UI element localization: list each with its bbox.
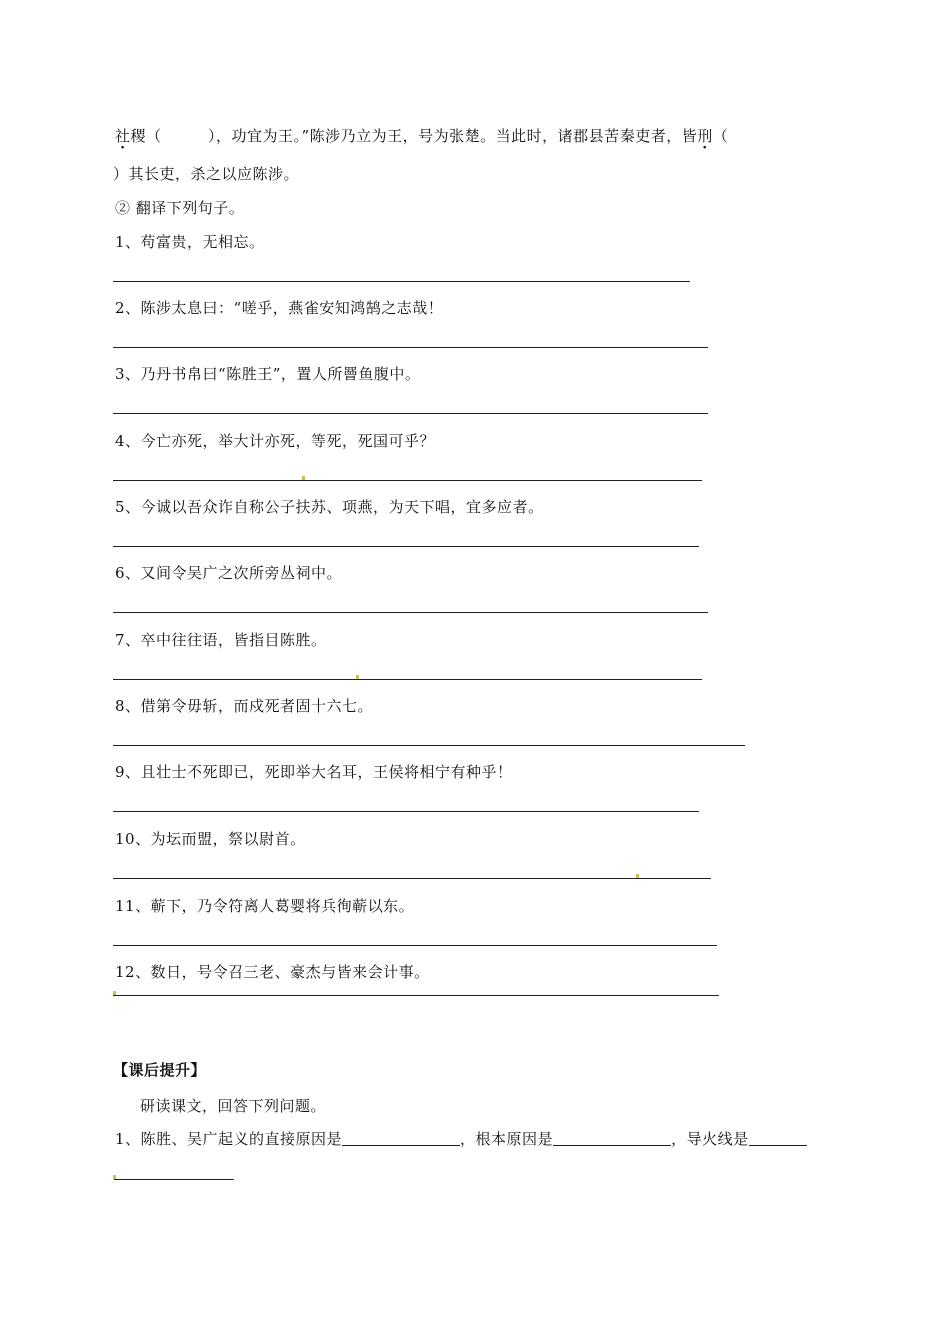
question-1-text-c: ，导火线是 [671,1130,749,1148]
scan-mark [636,874,639,878]
sentence-1: 1、苟富贵，无相忘。 [115,233,265,251]
intro-paren: （ [712,127,729,145]
intro-line-2: ）其长吏，杀之以应陈涉。 [113,165,300,183]
question-1-text-a: 1、陈胜、吴广起义的直接原因是 [115,1130,343,1148]
sentence-12: 12、数日，号令召三老、豪杰与皆来会计事。 [115,963,430,981]
answer-line-10[interactable] [113,878,711,879]
sentence-3: 3、乃丹书帛曰“陈胜王”，置人所罾鱼腹中。 [115,365,421,383]
intro-text: 稷（ ），功宜为王。”陈涉乃立为王，号为张楚。当此时，诸郡县苦秦吏者，皆 [130,127,698,145]
answer-blank-direct-cause[interactable] [342,1129,460,1146]
question-1 [115,1129,807,1149]
sentence-7: 7、卒中往往语，皆指目陈胜。 [115,631,327,649]
answer-line-3[interactable] [113,413,708,414]
scan-mark [302,476,305,480]
sentence-5: 5、今诚以吾众诈自称公子扶苏、项燕，为天下唱，宜多应者。 [115,498,544,516]
emphasis-char: 刑 [697,127,713,145]
sentence-6: 6、又间令吴广之次所旁丛祠中。 [115,564,343,582]
after-class-heading: 【课后提升】 [113,1061,207,1079]
answer-line-9[interactable] [113,811,699,812]
answer-line-5[interactable] [113,546,699,547]
sentence-9: 9、且壮士不死即已，死即举大名耳，王侯将相宁有种乎！ [115,763,513,781]
section-heading: ② 翻译下列句子。 [115,199,245,217]
sentence-8: 8、借第令毋斩，而戍死者固十六七。 [115,697,374,715]
sentence-2: 2、陈涉太息曰：“嗟乎，燕雀安知鸿鹄之志哉！ [115,299,444,317]
scan-mark [113,991,116,995]
sentence-11: 11、蕲下，乃令符离人葛婴将兵徇蕲以东。 [115,897,415,915]
answer-blank-root-cause[interactable] [553,1129,671,1146]
answer-blank-trigger[interactable] [749,1129,807,1146]
answer-line-8[interactable] [113,745,745,746]
answer-line-6[interactable] [113,612,708,613]
question-1-text-b: ，根本原因是 [460,1130,554,1148]
answer-line-7[interactable] [113,679,702,680]
answer-blank-trigger-continued[interactable] [114,1179,234,1180]
answer-line-11[interactable] [113,945,717,946]
sentence-4: 4、今亡亦死，举大计亦死，等死，死国可乎？ [115,432,436,450]
answer-line-1[interactable] [113,281,690,282]
after-class-instruction: 研读课文，回答下列问题。 [140,1097,327,1115]
scan-mark [113,1175,116,1179]
emphasis-char: 社 [115,127,131,145]
answer-line-2[interactable] [113,347,708,348]
intro-line-1 [115,126,728,146]
answer-line-12[interactable] [113,995,719,996]
sentence-10: 10、为坛而盟，祭以尉首。 [115,830,306,848]
scan-mark [356,675,359,679]
answer-line-4[interactable] [113,480,702,481]
